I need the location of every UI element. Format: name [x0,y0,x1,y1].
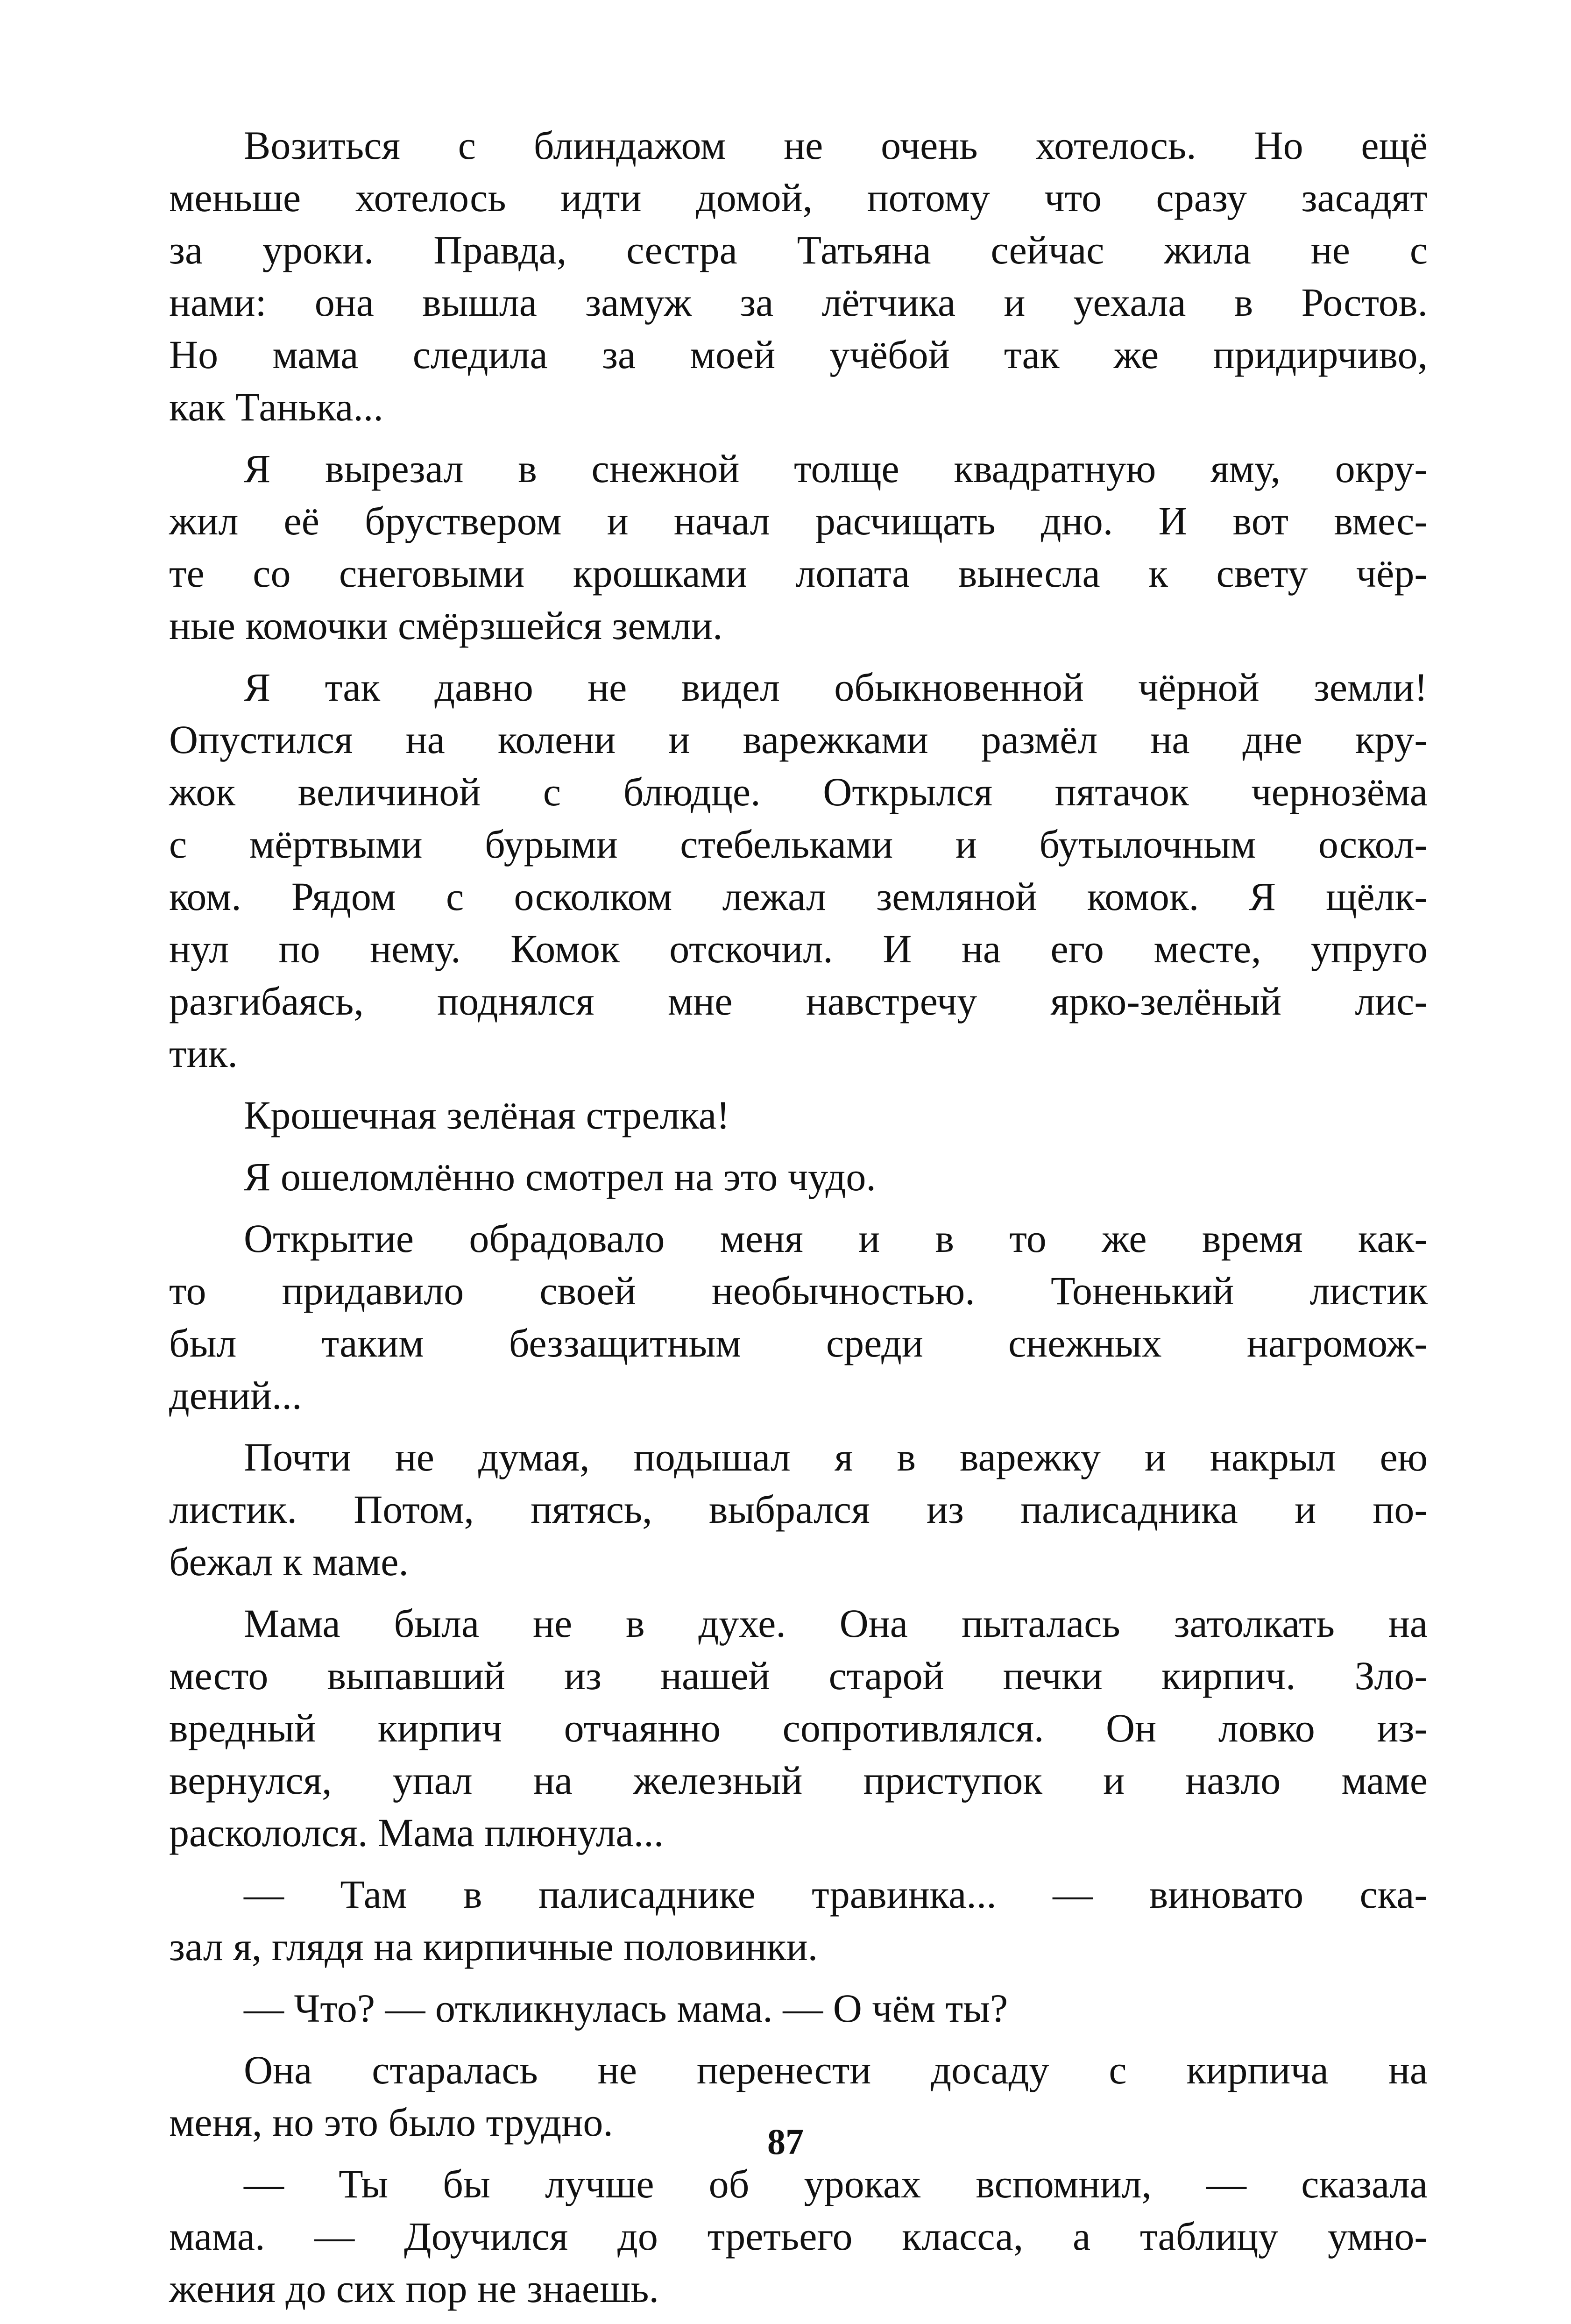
paragraph [169,661,1428,1080]
paragraph [169,1089,1428,1141]
text-line: Она старалась не перенести досаду с кирпича на [244,2047,1428,2092]
text-line: раскололся. Мама плюнула... [169,1810,664,1855]
text-line: листик. Потом, пятясь, выбрался из палисадника и по- [169,1487,1428,1532]
text-line: вернулся, упал на железный приступок и назло маме [169,1758,1428,1803]
text-line: Но мама следила за моей учёбой так же придирчиво, [169,332,1428,377]
text-line: вредный кирпич отчаянно сопротивлялся. Он ловко из- [169,1706,1428,1750]
text-line: мама. — Доучился до третьего класса, а таблицу умно- [169,2214,1428,2259]
text-line: нул по нему. Комок отскочил. И на его месте, упруго [169,926,1428,971]
text-line: Я вырезал в снежной толще квадратную яму, окру- [244,446,1428,491]
text-line: ные комочки смёрзшейся земли. [169,603,723,648]
paragraph [169,1982,1428,2034]
text-line: как Танька... [169,384,383,429]
text-line: ком. Рядом с осколком лежал земляной комок. Я щёлк- [169,874,1428,919]
text-line: — Там в палисаднике травинка... — виновато ска- [244,1872,1428,1917]
paragraph [169,1212,1428,1421]
paragraph [169,442,1428,652]
text-line: то придавило своей необычностью. Тоненький листик [169,1268,1428,1313]
text-line: меня, но это было трудно. [169,2100,613,2145]
text-line: нами: она вышла замуж за лётчика и уехала в Ростов. [169,280,1428,325]
paragraph [169,1431,1428,1588]
text-line: с мёртвыми бурыми стебельками и бутылочным оскол- [169,822,1428,867]
text-line: — Ты бы лучше об уроках вспомнил, — сказала [244,2161,1428,2206]
page-body [169,119,1428,2324]
text-line: меньше хотелось идти домой, потому что сразу засадят [169,175,1428,220]
text-line: зал я, глядя на кирпичные половинки. [169,1924,818,1969]
text-line: Возиться с блиндажом не очень хотелось. Но ещё [244,123,1428,168]
text-line: жок величиной с блюдце. Открылся пятачок чернозёма [169,769,1428,814]
text-line: бежал к маме. [169,1539,409,1584]
text-line: — Что? — откликнулась мама. — О чём ты? [244,1986,1008,2031]
text-line: жения до сих пор не знаешь. [169,2266,659,2311]
text-line: Крошечная зелёная стрелка! [244,1093,730,1137]
paragraph [169,119,1428,433]
text-line: тик. [169,1031,238,1076]
paragraph [169,1868,1428,1973]
text-line: дений... [169,1373,302,1418]
paragraph [169,1597,1428,1859]
text-line: Мама была не в духе. Она пыталась затолкать на [244,1601,1428,1646]
text-line: Открытие обрадовало меня и в то же время как- [244,1216,1428,1261]
text-line: разгибаясь, поднялся мне навстречу ярко-зелёный лис- [169,979,1428,1023]
page-number: 87 [767,2121,804,2162]
text-line: был таким беззащитным среди снежных нагромож- [169,1321,1428,1365]
text-line: Опустился на колени и варежками размёл на дне кру- [169,717,1428,762]
paragraph [169,1151,1428,1203]
text-line: место выпавший из нашей старой печки кирпич. Зло- [169,1653,1428,1698]
text-line: жил её бруствером и начал расчищать дно. И вот вмес- [169,498,1428,543]
text-line: за уроки. Правда, сестра Татьяна сейчас жила не с [169,227,1428,272]
text-line: Почти не думая, подышал я в варежку и накрыл ею [244,1435,1428,1479]
text-line: те со снеговыми крошками лопата вынесла к свету чёр- [169,551,1428,596]
paragraph [169,2158,1428,2315]
text-line: Я ошеломлённо смотрел на это чудо. [244,1154,876,1199]
text-line: Я так давно не видел обыкновенной чёрной земли! [244,665,1428,710]
